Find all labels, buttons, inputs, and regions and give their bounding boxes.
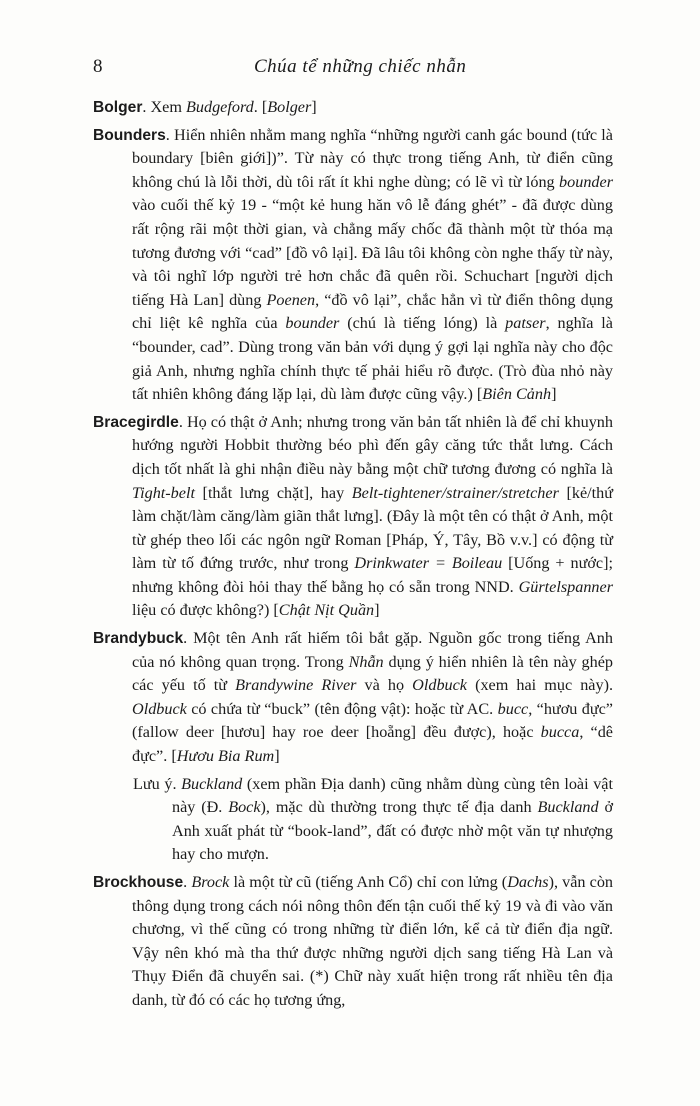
- entry-headword: Brockhouse: [93, 874, 184, 891]
- text-run: , “dê đực”. [: [132, 723, 613, 766]
- entry-brandybuck: [93, 627, 613, 769]
- text-run: là một từ cũ (tiếng Anh Cổ) chỉ con lửng (: [229, 873, 508, 891]
- italic-term: bucc: [497, 699, 529, 718]
- text-run: . [: [253, 98, 268, 116]
- italic-term: Bock: [228, 798, 261, 817]
- text-run: .: [183, 873, 192, 891]
- page-body: [93, 96, 613, 1017]
- italic-term: Hươu Bia Rum: [176, 747, 275, 766]
- italic-term: Tight-belt: [132, 483, 195, 502]
- text-run: (chú là tiếng lóng) là: [339, 314, 506, 333]
- italic-term: Nhẫn: [348, 652, 384, 671]
- italic-term: Buckland: [181, 774, 243, 793]
- text-run: (xem hai mục này).: [467, 676, 614, 695]
- text-run: . Xem: [142, 98, 186, 116]
- page-number: 8: [93, 56, 103, 77]
- text-run: liệu có được không?) [: [132, 601, 279, 620]
- text-run: (xem phần Địa danh) cũng nhằm dùng cùng tên loài vật này (Đ.: [172, 774, 613, 817]
- text-run: ), mặc dù thường trong thực tế địa danh: [260, 798, 538, 817]
- text-run: [thắt lưng chặt], hay: [194, 483, 352, 502]
- italic-term: Budgeford: [186, 98, 254, 116]
- italic-term: Brandywine River: [235, 676, 357, 695]
- entry-headword: Bounders: [93, 126, 166, 144]
- running-title: Chúa tể những chiếc nhẫn: [254, 56, 467, 77]
- entry-headword: Bracegirdle: [93, 413, 179, 431]
- italic-term: Buckland: [537, 798, 599, 817]
- italic-term: Chật Nịt Quần: [278, 601, 375, 620]
- page-header: [0, 56, 700, 86]
- italic-term: Oldbuck: [412, 676, 467, 695]
- entry-headword: Bolger: [93, 99, 143, 116]
- italic-term: Gürtelspanner: [518, 577, 613, 596]
- text-run: ), vẫn còn thông dụng trong cách nói nông thôn đến tận cuối thế kỷ 19 và đi vào văn chương, vì thế cũng có trong những từ điển lớn, kể cả từ điển địa ngữ. Vậy nên khó mà tha thứ được những người dịch sang tiếng Hà Lan và Thụy Điển đã chuyển sai. (*) Chữ này xuất hiện trong rất nhiều tên địa danh, từ đó có các họ tương ứng,: [132, 873, 614, 1009]
- text-run: , “hươu đực” (fallow deer [hươu] hay roe deer [hoẵng] đều được), hoặc: [132, 699, 613, 742]
- entry-note-buckland: [93, 773, 613, 867]
- text-run: . Một tên Anh rất hiếm tôi bắt gặp. Nguồn gốc trong tiếng Anh của nó không quan trọng. Trong: [132, 629, 613, 671]
- text-run: dụng ý hiển nhiên là tên này ghép các yếu tố từ: [132, 652, 613, 695]
- text-run: . Họ có thật ở Anh; nhưng trong văn bản tất nhiên là để chỉ khuynh hướng người Hobbit thường béo phì đến gây căng tức thắt lưng. Cách dịch tốt nhất là ghi nhận điều này bằng một chữ tương đương có nghĩa là: [132, 412, 613, 478]
- italic-term: Belt-tightener/strainer/stretcher: [351, 483, 559, 502]
- italic-term: bounder: [559, 172, 613, 191]
- text-run: ]: [374, 601, 380, 620]
- italic-term: Biên Cảnh: [482, 385, 552, 404]
- text-run: Lưu ý.: [133, 774, 182, 793]
- text-run: ]: [551, 385, 557, 404]
- text-run: ]: [311, 98, 317, 116]
- italic-term: Bolger: [267, 98, 312, 116]
- text-run: vào cuối thế kỷ 19 - “một kẻ hung hăn vô lễ đáng ghét” - đã được dùng rất rộng rãi một thời gian, và chẳng mấy chốc đã thành một từ thóa mạ tương đương với “cad” [đồ vô lại]. Đã lâu tôi không còn nghe thấy từ này, và tôi nghĩ lớp người trẻ hơn chắc đã quên rồi. Schuchart [người dịch tiếng Hà Lan] dùng: [132, 196, 613, 309]
- entry-bolger: [93, 96, 613, 120]
- text-run: , nghĩa là “bounder, cad”. Dùng trong văn bản với dụng ý gợi lại nghĩa này cho độc giả Anh, nhưng nghĩa chính thực tế phải hiểu rõ được. (Trò đùa nhỏ này tất nhiên không đáng lặp lại, dù làm được cũng vậy.) [: [132, 314, 613, 404]
- italic-term: Drinkwater = Boileau: [354, 554, 503, 573]
- entry-headword: Brandybuck: [93, 630, 184, 648]
- text-run: , “đồ vô lại”, chắc hẳn vì từ điển thông dụng chỉ liệt kê nghĩa của: [132, 290, 613, 333]
- text-run: [Uống + nước]; nhưng không đòi hỏi thay thế bằng họ có sẵn trong NND.: [132, 554, 613, 596]
- text-run: có chứa từ “buck” (tên động vật): hoặc từ AC.: [186, 699, 498, 718]
- italic-term: Oldbuck: [132, 699, 187, 718]
- text-run: ở Anh xuất phát từ “book-land”, đất có được nhờ một văn tự nhượng hay cho mượn.: [172, 798, 614, 864]
- italic-term: Poenen: [266, 290, 316, 309]
- text-run: . Hiển nhiên nhằm mang nghĩa “những người canh gác bound (tức là boundary [biên giới])”. Từ này có thực trong tiếng Anh, từ điển cũng không chú là lỗi thời, dù tôi rất ít khi nghe dùng; có lẽ vì từ lóng: [132, 125, 613, 191]
- text-run: ]: [274, 747, 280, 766]
- entry-bounders: [93, 124, 613, 407]
- italic-term: Brock: [191, 873, 230, 891]
- text-run: và họ: [356, 676, 413, 695]
- text-run: [kẻ/thứ làm chặt/làm căng/làm giãn thắt lưng]. (Đây là một tên có thật ở Anh, một từ ghép theo lối các ngôn ngữ Roman [Pháp, Ý, Tây, Bồ v.v.] có động từ làm từ tố đứng trước, như trong: [132, 483, 613, 573]
- entry-bracegirdle: [93, 411, 613, 623]
- italic-term: Dachs: [507, 873, 549, 891]
- entry-brockhouse: [93, 871, 613, 1013]
- italic-term: patser: [505, 314, 546, 333]
- italic-term: bounder: [285, 314, 340, 333]
- italic-term: bucca: [540, 723, 580, 742]
